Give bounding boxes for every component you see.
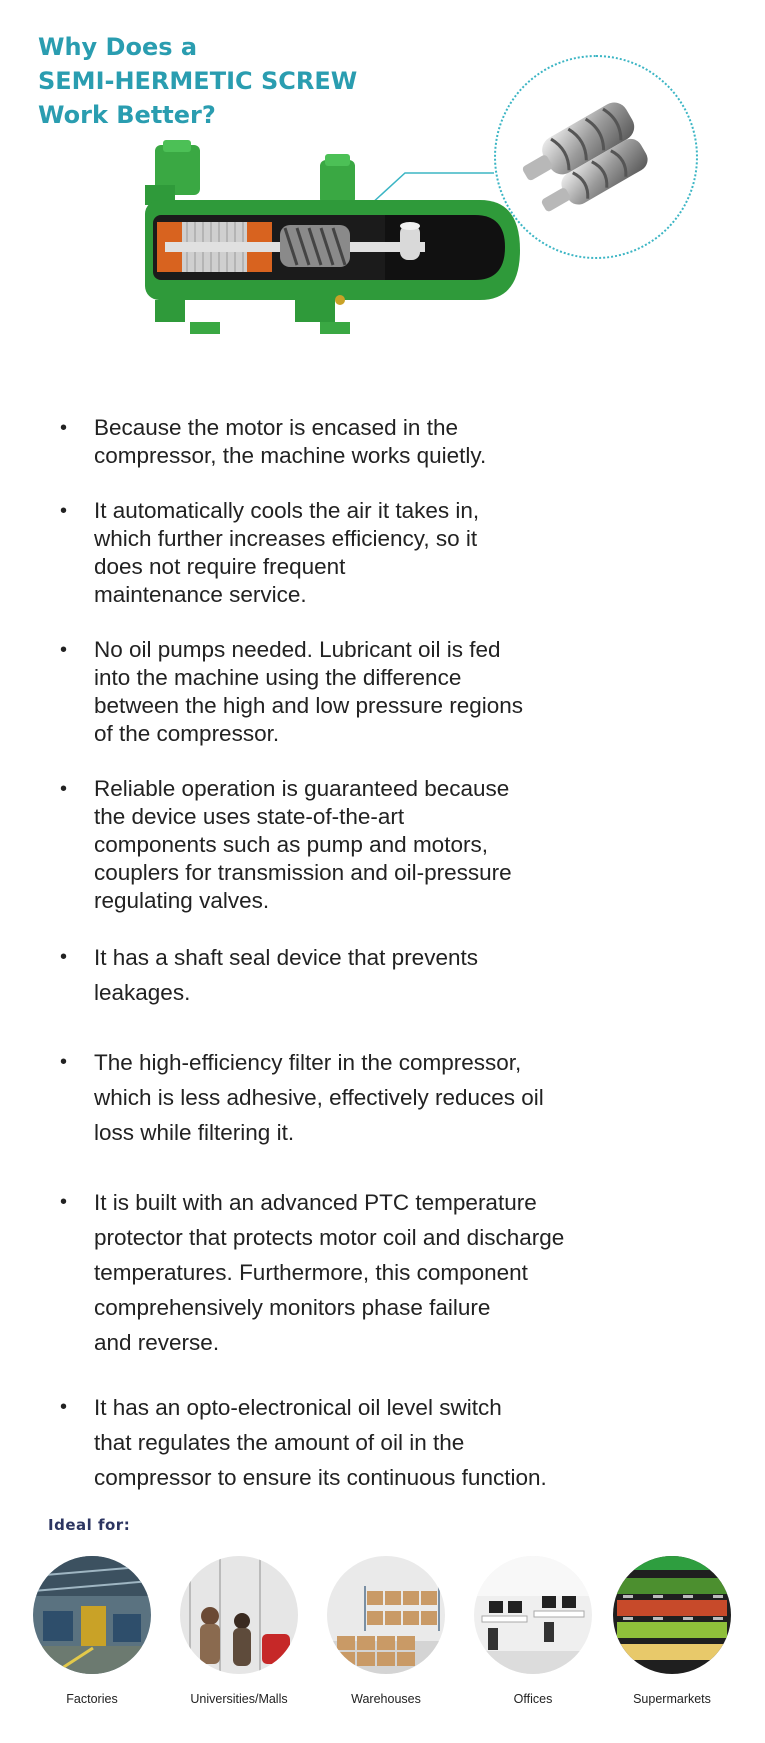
mall-photo-icon xyxy=(180,1556,298,1674)
use-case-caption: Supermarkets xyxy=(633,1692,711,1706)
feature-text: It has an opto-electronical oil level switch that regulates the amount of oil in the compressor to ensure its continuous function. xyxy=(94,1395,547,1490)
rotor-closeup-callout xyxy=(494,55,698,259)
feature-text: It is built with an advanced PTC temperature protector that protects motor coil and discharge temperatures. Furthermore, this component comprehensively monitors phase failure and reverse. xyxy=(94,1190,565,1355)
bullet: • xyxy=(60,946,68,968)
feature-text: Because the motor is encased in the compressor, the machine works quietly. xyxy=(94,415,487,468)
feature-text: It has a shaft seal device that prevents leakages. xyxy=(94,945,478,1005)
title-line-1: Why Does a xyxy=(38,33,198,61)
title-line-3: Work Better? xyxy=(38,101,216,129)
page-title xyxy=(38,30,357,132)
feature-text: Reliable operation is guaranteed because the device uses state-of-the-art components such as pump and motors, couplers for transmission and oil-pressure regulating valves. xyxy=(94,776,512,913)
use-case-caption: Factories xyxy=(66,1692,118,1706)
compressor-illustration xyxy=(135,140,525,365)
use-case-supermarkets xyxy=(597,1556,747,1706)
screw-rotor-graphic xyxy=(280,225,350,267)
factory-photo-icon xyxy=(33,1556,151,1674)
bullet: • xyxy=(60,778,68,800)
use-case-factories xyxy=(17,1556,167,1706)
supermarket-photo-icon xyxy=(613,1556,731,1674)
office-photo-icon xyxy=(474,1556,592,1674)
bullet: • xyxy=(60,417,68,439)
suction-valve-graphic xyxy=(145,140,200,205)
feature-text: It automatically cools the air it takes in, which further increases efficiency, so it does not require frequent maintenance service. xyxy=(94,498,480,607)
use-case-caption: Universities/Malls xyxy=(190,1692,288,1706)
use-case-offices xyxy=(458,1556,608,1706)
use-case-caption: Warehouses xyxy=(351,1692,421,1706)
discharge-valve-graphic xyxy=(320,154,355,205)
bullet: • xyxy=(60,639,68,661)
use-case-list xyxy=(0,1556,765,1716)
use-case-warehouses xyxy=(311,1556,461,1706)
use-case-universities-malls xyxy=(164,1556,314,1706)
bullet: • xyxy=(60,1191,68,1213)
use-case-caption: Offices xyxy=(513,1692,553,1706)
warehouse-photo-icon xyxy=(327,1556,445,1674)
title-line-2: SEMI-HERMETIC SCREW xyxy=(38,67,358,95)
bullet: • xyxy=(60,1051,68,1073)
feature-text: The high-efficiency filter in the compressor, which is less adhesive, effectively reduces oil loss while filtering it. xyxy=(94,1050,544,1145)
twin-screw-rotors-graphic xyxy=(496,57,696,257)
bullet: • xyxy=(60,500,68,522)
bullet: • xyxy=(60,1396,68,1418)
feature-text: No oil pumps needed. Lubricant oil is fed into the machine using the difference between the high and low pressure regions of the compressor. xyxy=(94,637,524,746)
ideal-for-label: Ideal for: xyxy=(48,1516,131,1534)
